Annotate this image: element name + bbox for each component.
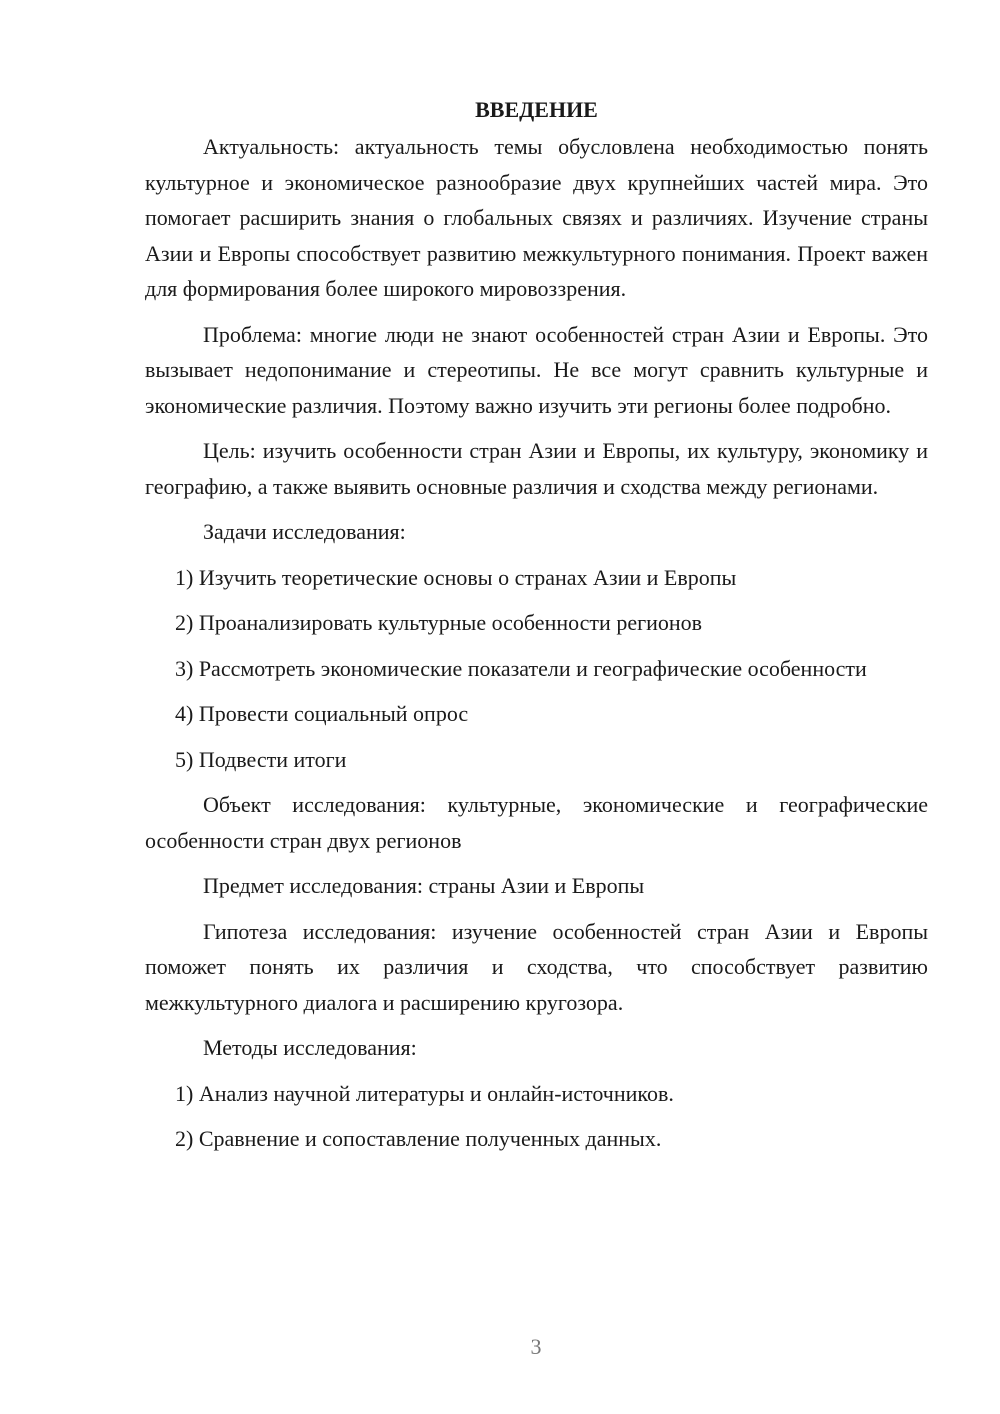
task-item-2: 2) Проанализировать культурные особенности регионов xyxy=(175,610,703,635)
methods-heading: Методы исследования: xyxy=(203,1035,417,1060)
goal-paragraph: Цель: изучить особенности стран Азии и Европы, их культуру, экономику и географию, а также выявить основные различия и сходства между регионами. xyxy=(145,438,928,499)
task-item-4: 4) Провести социальный опрос xyxy=(175,701,469,726)
task-item-3: 3) Рассмотреть экономические показатели и географические особенности xyxy=(175,655,867,681)
task-item-1: 1) Изучить теоретические основы о странах Азии и Европы xyxy=(175,564,737,590)
method-item-1: 1) Анализ научной литературы и онлайн-источников. xyxy=(175,1080,674,1106)
task-item-5: 5) Подвести итоги xyxy=(175,746,347,772)
relevance-paragraph: Актуальность: актуальность темы обусловлена необходимостью понять культурное и экономическое разнообразие двух крупнейших частей мира. Это помогает расширить знания о глобальных связях и различиях. Изучение страны Азии и Европы способствует развитию межкультурного понимания. Проект важен для формирования более широкого мировоззрения. xyxy=(145,134,928,301)
section-title: ВВЕДЕНИЕ xyxy=(475,97,598,122)
subject-paragraph: Предмет исследования: страны Азии и Европы xyxy=(203,873,645,898)
hypothesis-paragraph: Гипотеза исследования: изучение особенностей стран Азии и Европы поможет понять их различия и сходства, что способствует развитию межкультурного диалога и расширению кругозора. xyxy=(145,918,928,1015)
page-content xyxy=(145,92,928,1167)
page-number: 3 xyxy=(530,1334,542,1359)
method-item-2: 2) Сравнение и сопоставление полученных данных. xyxy=(175,1126,662,1151)
object-paragraph: Объект исследования: культурные, экономические и географические особенности стран двух регионов xyxy=(145,792,928,853)
tasks-heading: Задачи исследования: xyxy=(203,519,406,544)
problem-paragraph: Проблема: многие люди не знают особенностей стран Азии и Европы. Это вызывает недопонимание и стереотипы. Не все могут сравнить культурные и экономические различия. Поэтому важно изучить эти регионы более подробно. xyxy=(145,321,928,418)
